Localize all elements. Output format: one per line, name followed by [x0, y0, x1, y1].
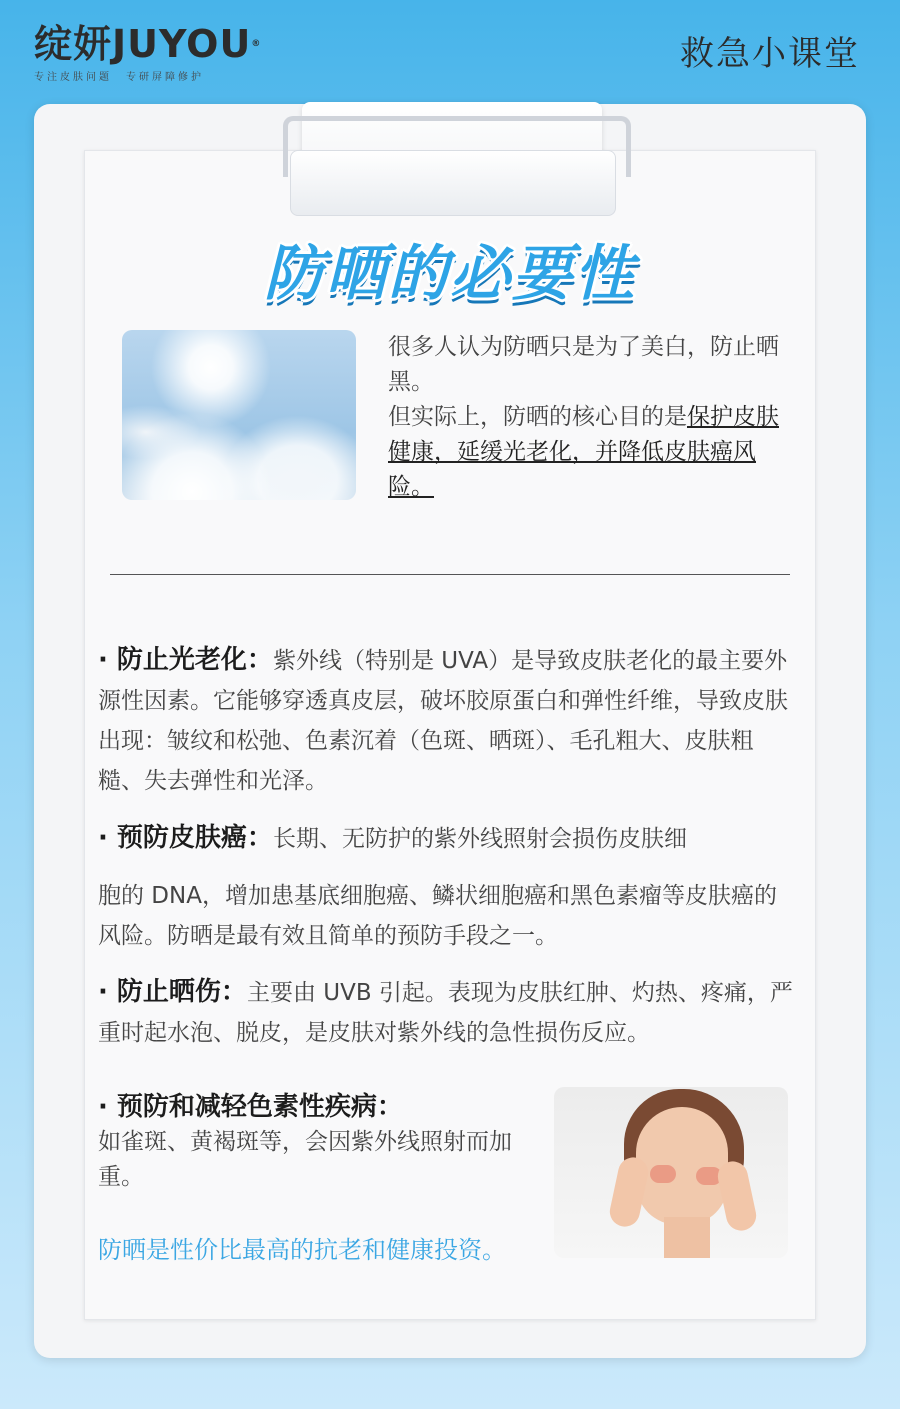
- brand-name: 绽妍JUYOU®: [34, 22, 262, 66]
- hand-shape: [715, 1159, 759, 1234]
- item-body-continued: 胞的 DNA，增加患基底细胞癌、鳞状细胞癌和黑色素瘤等皮肤癌的风险。防晒是最有效且简单的预防手段之一。: [98, 883, 777, 949]
- divider: [110, 574, 790, 575]
- page-title: 防晒的必要性: [264, 239, 636, 309]
- item-body: 如雀斑、黄褐斑等，会因紫外线照射而加重。: [98, 1129, 512, 1190]
- neck-shape: [664, 1217, 710, 1258]
- tagline: 防晒是性价比最高的抗老和健康投资。: [98, 1236, 506, 1264]
- item-heading: · 防止晒伤：: [98, 977, 247, 1007]
- face-shape: [636, 1107, 728, 1225]
- key-point-underline: 保护皮肤健康，延缓光老化，并降低皮肤癌风险。: [388, 404, 779, 500]
- item-heading: · 预防和减轻色素性疾病：: [98, 1092, 403, 1122]
- brand-tagline: 专注皮肤问题 专研屏障修护: [34, 72, 204, 83]
- woman-photo: [554, 1087, 788, 1258]
- clip-bar: [290, 150, 616, 216]
- item-body: 紫外线（特别是 UVA）是导致皮肤老化的最主要外源性因素。它能够穿透真皮层，破坏胶原蛋白和弹性纤维，导致皮肤出现：皱纹和松弛、色素沉着（色斑、晒斑）、毛孔粗大、皮肤粗糙、失去弹性和光泽。: [98, 648, 788, 794]
- brand-logo: [34, 22, 261, 83]
- item-body: 主要由 UVB 引起。表现为皮肤红肿、灼热、疼痛，严重时起水泡、脱皮，是皮肤对紫外线的急性损伤反应。: [98, 980, 793, 1046]
- item-body: 长期、无防护的紫外线照射会损伤皮肤细: [272, 826, 687, 852]
- section-title: 救急小课堂: [680, 34, 860, 74]
- list-item: [98, 640, 798, 801]
- intro-text: [388, 330, 788, 505]
- intro-paragraph-2: 但实际上，防晒的核心目的是保护皮肤健康，延缓光老化，并降低皮肤癌风险。: [388, 404, 779, 500]
- list-item: [98, 818, 798, 956]
- intro-paragraph-1: 很多人认为防晒只是为了美白，防止晒黑。: [388, 334, 779, 395]
- list-item: [98, 1090, 538, 1195]
- list-item: [98, 972, 798, 1053]
- red-cheek: [650, 1165, 676, 1183]
- sky-image: [122, 330, 356, 500]
- item-heading: · 防止光老化：: [98, 645, 273, 675]
- item-heading: · 预防皮肤癌：: [98, 823, 273, 853]
